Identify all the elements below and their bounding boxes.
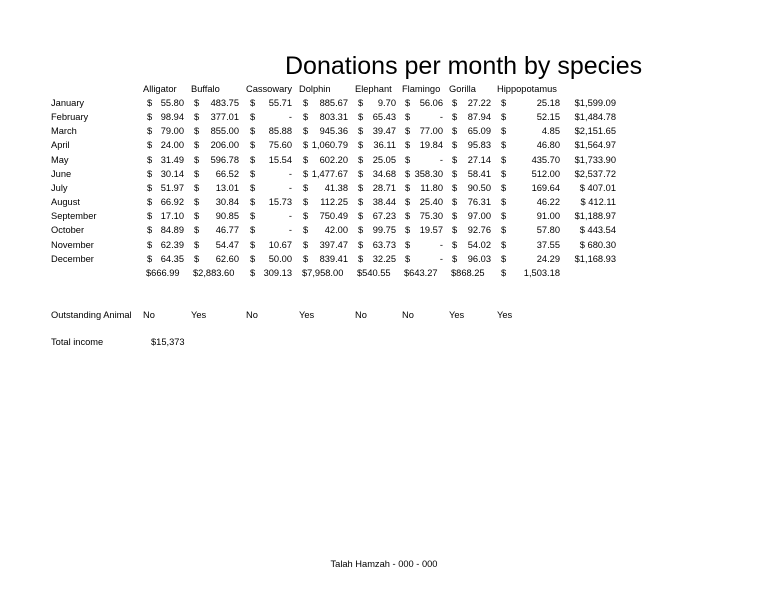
currency-symbol: $ — [194, 154, 200, 165]
total-income-label: Total income — [51, 337, 104, 347]
donation-value: 24.29 — [536, 253, 560, 264]
donation-value: 512.00 — [531, 168, 560, 179]
donation-value: 30.84 — [215, 197, 239, 208]
currency-symbol: $ — [452, 154, 458, 165]
currency-symbol: $ — [358, 154, 364, 165]
donation-value: 97.00 — [467, 211, 491, 222]
column-total: $868.25 — [451, 267, 485, 278]
donation-value: 27.14 — [467, 154, 491, 165]
currency-symbol: $ — [358, 112, 364, 123]
donation-value: - — [439, 239, 443, 250]
donation-value: 52.15 — [536, 112, 560, 123]
outstanding-value: No — [402, 310, 414, 320]
donation-value: 66.52 — [215, 168, 239, 179]
currency-symbol: $ — [303, 239, 309, 250]
currency-symbol: $ — [250, 239, 256, 250]
currency-symbol: $ — [405, 211, 411, 222]
currency-symbol: $ — [250, 126, 256, 137]
currency-symbol: $ — [358, 168, 364, 179]
column-header: Flamingo — [402, 84, 441, 94]
currency-symbol: $ — [452, 168, 458, 179]
donation-value: 28.71 — [372, 182, 396, 193]
donation-value: 90.50 — [467, 182, 491, 193]
currency-symbol: $ — [250, 168, 256, 179]
donation-value: 87.94 — [467, 112, 491, 123]
donation-value: - — [439, 154, 443, 165]
donation-value: 112.25 — [320, 197, 348, 208]
currency-symbol: $ — [250, 98, 256, 108]
donation-value: 839.41 — [319, 253, 348, 264]
donation-value: 46.22 — [536, 197, 560, 208]
row-total: $ 443.54 — [579, 225, 616, 236]
outstanding-value: No — [143, 310, 155, 320]
currency-symbol: $ — [194, 253, 200, 264]
currency-symbol: $ — [358, 225, 364, 236]
donation-value: 51.97 — [160, 182, 184, 193]
donation-value: 95.83 — [467, 140, 491, 151]
column-header: Cassowary — [246, 84, 292, 94]
currency-symbol: $ — [303, 211, 309, 222]
row-total: $ 680.30 — [579, 239, 616, 250]
month-label: September — [51, 211, 97, 222]
donation-value: 17.10 — [160, 211, 184, 222]
donation-value: 55.71 — [268, 98, 292, 108]
donation-value: 377.01 — [210, 112, 239, 123]
row-total: $1,188.97 — [574, 211, 616, 222]
currency-symbol: $ — [358, 126, 364, 137]
donation-value: 92.76 — [467, 225, 491, 236]
currency-symbol: $ — [147, 126, 153, 137]
currency-symbol: $ — [194, 126, 200, 137]
donation-value: 98.94 — [160, 112, 184, 123]
donation-value: 34.68 — [372, 168, 396, 179]
donation-value: 803.31 — [319, 112, 348, 123]
currency-symbol: $ — [452, 182, 458, 193]
currency-symbol: $ — [501, 253, 507, 264]
donation-value: 855.00 — [210, 126, 239, 137]
currency-symbol: $ — [147, 211, 153, 222]
currency-symbol: $ — [452, 253, 458, 264]
currency-symbol: $ — [452, 239, 458, 250]
outstanding-value: Yes — [497, 310, 513, 320]
currency-symbol: $ — [358, 182, 364, 193]
currency-symbol: $ — [250, 253, 256, 264]
donation-value: 46.77 — [215, 225, 239, 236]
row-total: $1,564.97 — [574, 140, 616, 151]
donation-value: - — [288, 225, 292, 236]
donation-value: - — [439, 253, 443, 264]
currency-symbol: $ — [147, 140, 153, 151]
currency-symbol: $ — [405, 239, 411, 250]
column-header: Alligator — [143, 84, 177, 94]
currency-symbol: $ — [303, 98, 309, 108]
column-header: Gorilla — [449, 84, 476, 94]
donation-value: 27.22 — [467, 98, 491, 108]
currency-symbol: $ — [194, 211, 200, 222]
currency-symbol: $ — [250, 112, 256, 123]
currency-symbol: $ — [303, 154, 309, 165]
outstanding-value: Yes — [449, 310, 465, 320]
currency-symbol: $ — [405, 197, 411, 208]
donation-value: 38.44 — [372, 197, 396, 208]
currency-symbol: $ — [250, 140, 256, 151]
row-total: $1,733.90 — [574, 154, 616, 165]
donation-value: - — [288, 168, 292, 179]
month-label: November — [51, 239, 94, 250]
donation-value: 75.30 — [419, 211, 443, 222]
currency-symbol: $ — [501, 154, 507, 165]
page-footer: Talah Hamzah - 000 - 000 — [330, 559, 438, 569]
donation-value: - — [288, 211, 292, 222]
donation-value: 602.20 — [319, 154, 348, 165]
currency-symbol: $ — [452, 112, 458, 123]
currency-symbol: $ — [405, 168, 411, 179]
currency-symbol: $ — [303, 140, 309, 151]
month-label: August — [51, 197, 80, 208]
currency-symbol: $ — [358, 253, 364, 264]
currency-symbol: $ — [358, 211, 364, 222]
donation-value: 24.00 — [160, 140, 184, 151]
donation-value: 76.31 — [467, 197, 491, 208]
currency-symbol: $ — [303, 168, 309, 179]
currency-symbol: $ — [358, 239, 364, 250]
donation-value: 483.75 — [210, 98, 239, 108]
donation-value: 99.75 — [372, 225, 396, 236]
currency-symbol: $ — [405, 182, 411, 193]
currency-symbol: $ — [147, 112, 153, 123]
column-total: 309.13 — [263, 267, 292, 278]
donation-value: 19.57 — [419, 225, 443, 236]
donation-value: 55.80 — [160, 98, 184, 108]
currency-symbol: $ — [405, 154, 411, 165]
row-total: $1,599.09 — [574, 98, 616, 108]
donation-value: 4.85 — [541, 126, 560, 137]
donation-value: 30.14 — [160, 168, 184, 179]
donation-value: 66.92 — [160, 197, 184, 208]
donation-value: 25.05 — [372, 154, 396, 165]
currency-symbol: $ — [501, 267, 507, 278]
donation-value: 67.23 — [372, 211, 396, 222]
donation-value: 31.49 — [160, 154, 184, 165]
donation-value: - — [288, 182, 292, 193]
column-header: Buffalo — [191, 84, 220, 94]
row-total: $2,151.65 — [574, 126, 616, 137]
currency-symbol: $ — [147, 253, 153, 264]
month-label: February — [51, 112, 89, 123]
currency-symbol: $ — [147, 98, 153, 108]
month-label: December — [51, 253, 94, 264]
column-total: 1,503.18 — [523, 267, 560, 278]
currency-symbol: $ — [194, 140, 200, 151]
month-label: June — [51, 168, 72, 179]
column-header: Dolphin — [299, 84, 331, 94]
currency-symbol: $ — [501, 168, 507, 179]
column-header: Hippopotamus — [497, 84, 557, 94]
page-title: Donations per month by species — [285, 52, 643, 80]
donation-value: 90.85 — [215, 211, 239, 222]
currency-symbol: $ — [501, 182, 507, 193]
donation-value: 19.84 — [419, 140, 443, 151]
currency-symbol: $ — [405, 98, 411, 108]
donation-value: 750.49 — [319, 211, 348, 222]
currency-symbol: $ — [452, 126, 458, 137]
currency-symbol: $ — [358, 197, 364, 208]
currency-symbol: $ — [358, 98, 364, 108]
donation-value: 25.40 — [419, 197, 443, 208]
donation-value: 84.89 — [160, 225, 184, 236]
currency-symbol: $ — [501, 140, 507, 151]
currency-symbol: $ — [147, 168, 153, 179]
currency-symbol: $ — [194, 182, 200, 193]
currency-symbol: $ — [303, 225, 309, 236]
donation-value: 62.39 — [160, 239, 184, 250]
currency-symbol: $ — [452, 140, 458, 151]
donation-value: 206.00 — [210, 140, 239, 151]
donation-value: 46.80 — [536, 140, 560, 151]
outstanding-value: Yes — [191, 310, 207, 320]
donation-value: - — [288, 112, 292, 123]
donation-value: 36.11 — [373, 140, 396, 151]
column-total: $2,883.60 — [193, 267, 235, 278]
donation-value: 397.47 — [319, 239, 348, 250]
currency-symbol: $ — [452, 211, 458, 222]
currency-symbol: $ — [501, 126, 507, 137]
donation-value: 85.88 — [268, 126, 292, 137]
row-total: $2,537.72 — [574, 168, 616, 179]
donation-value: 10.67 — [268, 239, 292, 250]
donation-value: 56.06 — [419, 98, 443, 108]
currency-symbol: $ — [452, 197, 458, 208]
row-total: $ 412.11 — [580, 197, 616, 208]
donation-value: 25.18 — [536, 98, 560, 108]
currency-symbol: $ — [147, 182, 153, 193]
currency-symbol: $ — [194, 112, 200, 123]
currency-symbol: $ — [147, 197, 153, 208]
donation-value: 64.35 — [160, 253, 184, 264]
total-income-value: $15,373 — [151, 337, 185, 347]
donation-value: 41.38 — [324, 182, 348, 193]
donation-value: 1,060.79 — [311, 140, 348, 151]
outstanding-value: No — [246, 310, 258, 320]
month-label: May — [51, 154, 69, 165]
currency-symbol: $ — [303, 112, 309, 123]
currency-symbol: $ — [501, 211, 507, 222]
column-total: $643.27 — [404, 267, 438, 278]
donation-value: 1,477.67 — [311, 168, 348, 179]
donation-value: 15.73 — [268, 197, 292, 208]
currency-symbol: $ — [194, 168, 200, 179]
currency-symbol: $ — [194, 225, 200, 236]
month-label: October — [51, 225, 85, 236]
month-label: July — [51, 182, 68, 193]
column-total: $7,958.00 — [302, 267, 344, 278]
currency-symbol: $ — [501, 239, 507, 250]
currency-symbol: $ — [250, 211, 256, 222]
currency-symbol: $ — [303, 126, 309, 137]
currency-symbol: $ — [194, 98, 200, 108]
currency-symbol: $ — [405, 140, 411, 151]
outstanding-value: Yes — [299, 310, 315, 320]
currency-symbol: $ — [501, 197, 507, 208]
currency-symbol: $ — [250, 182, 256, 193]
month-label: April — [51, 140, 70, 151]
donation-value: 58.41 — [467, 168, 491, 179]
currency-symbol: $ — [405, 225, 411, 236]
donation-value: 62.60 — [215, 253, 239, 264]
donation-value: 75.60 — [268, 140, 292, 151]
donation-value: 65.09 — [467, 126, 491, 137]
currency-symbol: $ — [147, 154, 153, 165]
column-total: $666.99 — [146, 267, 180, 278]
currency-symbol: $ — [194, 197, 200, 208]
currency-symbol: $ — [303, 182, 309, 193]
currency-symbol: $ — [452, 98, 458, 108]
column-header: Elephant — [355, 84, 392, 94]
currency-symbol: $ — [405, 253, 411, 264]
donation-value: 15.54 — [268, 154, 292, 165]
donation-value: 358.30 — [414, 168, 443, 179]
outstanding-label: Outstanding Animal — [51, 310, 132, 320]
donation-value: 13.01 — [215, 182, 239, 193]
donation-value: 42.00 — [324, 225, 348, 236]
currency-symbol: $ — [405, 112, 411, 123]
currency-symbol: $ — [501, 98, 507, 108]
currency-symbol: $ — [250, 197, 256, 208]
currency-symbol: $ — [501, 112, 507, 123]
donation-value: 63.73 — [372, 239, 396, 250]
donation-value: 169.64 — [531, 182, 560, 193]
currency-symbol: $ — [194, 239, 200, 250]
row-total: $1,484.78 — [574, 112, 616, 123]
outstanding-value: No — [355, 310, 367, 320]
currency-symbol: $ — [250, 267, 256, 278]
currency-symbol: $ — [358, 140, 364, 151]
donation-value: 9.70 — [377, 98, 396, 108]
currency-symbol: $ — [303, 253, 309, 264]
donation-value: 11.80 — [420, 182, 443, 193]
currency-symbol: $ — [250, 154, 256, 165]
donation-value: - — [439, 112, 443, 123]
donation-value: 79.00 — [160, 126, 184, 137]
donation-value: 435.70 — [531, 154, 560, 165]
currency-symbol: $ — [303, 197, 309, 208]
donation-value: 54.02 — [467, 239, 491, 250]
donation-value: 54.47 — [215, 239, 239, 250]
donation-value: 65.43 — [372, 112, 396, 123]
donation-value: 77.00 — [419, 126, 443, 137]
currency-symbol: $ — [147, 239, 153, 250]
donation-value: 96.03 — [467, 253, 491, 264]
month-label: January — [51, 98, 85, 108]
currency-symbol: $ — [250, 225, 256, 236]
donation-value: 39.47 — [372, 126, 396, 137]
row-total: $1,168.93 — [574, 253, 616, 264]
currency-symbol: $ — [147, 225, 153, 236]
currency-symbol: $ — [405, 126, 411, 137]
donation-value: 596.78 — [210, 154, 239, 165]
currency-symbol: $ — [452, 225, 458, 236]
donation-value: 32.25 — [372, 253, 396, 264]
month-label: March — [51, 126, 77, 137]
column-total: $540.55 — [357, 267, 391, 278]
donation-value: 50.00 — [268, 253, 292, 264]
donation-value: 945.36 — [319, 126, 348, 137]
donation-value: 91.00 — [536, 211, 560, 222]
currency-symbol: $ — [501, 225, 507, 236]
row-total: $ 407.01 — [579, 182, 616, 193]
donation-value: 57.80 — [536, 225, 560, 236]
donation-value: 37.55 — [536, 239, 560, 250]
donation-value: 885.67 — [319, 98, 348, 108]
